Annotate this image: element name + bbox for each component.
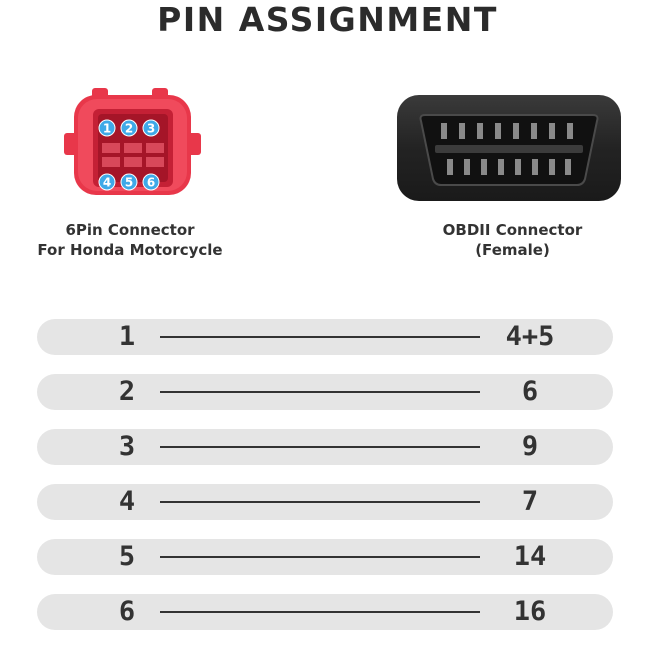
obdii-pin-number: 7 — [521, 486, 539, 517]
obdii-connector-caption — [400, 220, 625, 260]
obdii-pin-number: 4+5 — [505, 321, 555, 352]
obdii-pin-number: 6 — [521, 376, 539, 407]
obdii-pin-number: 16 — [513, 596, 547, 627]
obdii-caption-line2: (Female) — [475, 241, 550, 259]
pin-mapping-row — [37, 319, 613, 355]
honda-pin-number: 6 — [118, 596, 136, 627]
pin-marker-3 — [143, 120, 159, 136]
connection-line — [160, 556, 480, 558]
connection-line — [160, 501, 480, 503]
honda-6pin-connector — [60, 85, 205, 205]
honda-caption-line2: For Honda Motorcycle — [37, 241, 223, 259]
connection-line — [160, 446, 480, 448]
pin-marker-6 — [143, 174, 159, 190]
obdii-pin-number: 9 — [521, 431, 539, 462]
obdii-caption-line1: OBDII Connector — [442, 221, 583, 239]
svg-text:6: 6 — [146, 175, 156, 190]
pin-mapping-row — [37, 429, 613, 465]
pin-mapping-row — [37, 484, 613, 520]
svg-text:5: 5 — [124, 175, 134, 190]
obdii-connector — [395, 93, 623, 203]
honda-connector-caption — [20, 220, 240, 260]
honda-pin-number: 5 — [118, 541, 136, 572]
honda-pin-number: 4 — [118, 486, 136, 517]
pin-mapping-row — [37, 374, 613, 410]
honda-connector-illustration — [60, 85, 205, 205]
page-title: PIN ASSIGNMENT — [157, 0, 498, 39]
honda-caption-line1: 6Pin Connector — [65, 221, 195, 239]
obdii-pin-number: 14 — [513, 541, 547, 572]
honda-pin-number: 3 — [118, 431, 136, 462]
svg-text:4: 4 — [102, 175, 112, 190]
pin-marker-2 — [121, 120, 137, 136]
connection-line — [160, 611, 480, 613]
svg-text:2: 2 — [124, 121, 134, 136]
connection-line — [160, 336, 480, 338]
connection-line — [160, 391, 480, 393]
pin-mapping-row — [37, 539, 613, 575]
honda-pin-number: 2 — [118, 376, 136, 407]
pin-marker-5 — [121, 174, 137, 190]
pin-mapping-table — [37, 319, 613, 649]
svg-text:3: 3 — [146, 121, 156, 136]
svg-text:1: 1 — [102, 121, 112, 136]
pin-marker-1 — [99, 120, 115, 136]
honda-pin-number: 1 — [118, 321, 136, 352]
pin-marker-4 — [99, 174, 115, 190]
pin-mapping-row — [37, 594, 613, 630]
obdii-connector-illustration — [395, 93, 623, 203]
